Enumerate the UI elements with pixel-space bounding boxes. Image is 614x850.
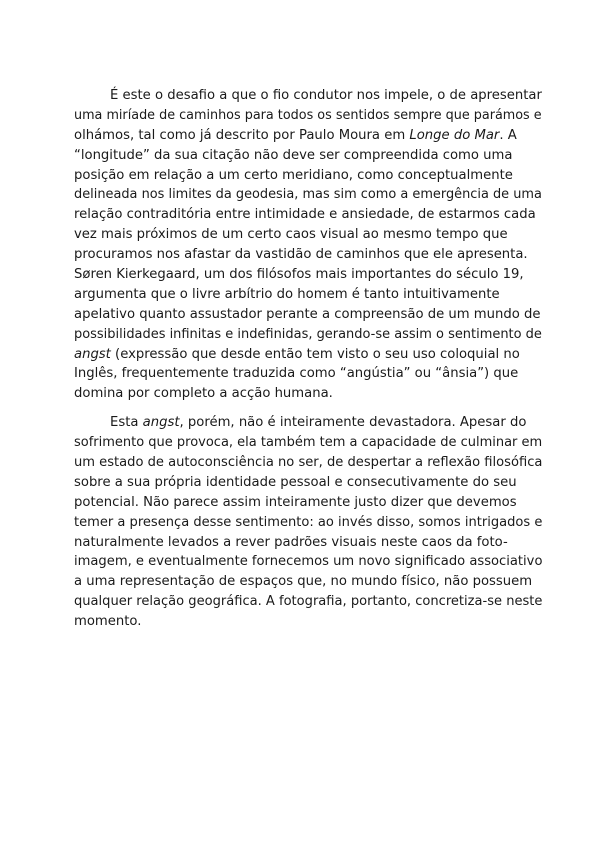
text-line: sobre a sua própria identidade pessoal e consecutivamente do seu <box>74 474 517 490</box>
text-line: Esta angst, porém, não é inteiramente devastadora. Apesar do <box>110 415 527 431</box>
text-line: delineada nos limites da geodesia, mas sim como a emergência de uma <box>74 187 542 203</box>
text-line: possibilidades infinitas e indefinidas, gerando-se assim o sentimento de <box>74 326 542 342</box>
book-title: Longe do Mar <box>409 127 500 143</box>
text-line: vez mais próximos de um certo caos visual ao mesmo tempo que <box>74 227 508 243</box>
paragraph-spacer <box>74 404 542 413</box>
body-text <box>74 86 542 632</box>
text-line: relação contraditória entre intimidade e ansiedade, de estarmos cada <box>74 207 536 223</box>
text-line: argumenta que o livre arbítrio do homem é tanto intuitivamente <box>74 286 500 302</box>
text-line: angst (expressão que desde então tem visto o seu uso coloquial no <box>74 346 520 362</box>
text-line: potencial. Não parece assim inteiramente justo dizer que devemos <box>74 494 517 510</box>
paragraph-1 <box>74 86 542 404</box>
italic-term: angst <box>142 415 180 431</box>
italic-term: angst <box>74 346 111 362</box>
text-line: “longitude” da sua citação não deve ser compreendida como uma <box>74 147 513 163</box>
text-line: naturalmente levados a rever padrões visuais neste caos da foto- <box>74 534 508 550</box>
text-line: procuramos nos afastar da vastidão de caminhos que ele apresenta. <box>74 247 528 263</box>
text-line: imagem, e eventualmente fornecemos um novo significado associativo <box>74 554 543 570</box>
text-line: Inglês, frequentemente traduzida como “angústia” ou “ânsia”) que <box>74 366 519 382</box>
text-line: temer a presença desse sentimento: ao invés disso, somos intrigados e <box>74 514 543 530</box>
text-line: Søren Kierkegaard, um dos filósofos mais importantes do século 19, <box>74 267 524 283</box>
paragraph-2 <box>74 413 542 632</box>
text-line: a uma representação de espaços que, no mundo físico, não possuem <box>74 574 533 590</box>
text-line: apelativo quanto assustador perante a compreensão de um mundo de <box>74 306 541 322</box>
text-line: posição em relação a um certo meridiano, como conceptualmente <box>74 167 513 183</box>
text-line: um estado de autoconsciência no ser, de despertar a reflexão filosófica <box>74 455 543 471</box>
text-line: sofrimento que provoca, ela também tem a capacidade de culminar em <box>74 435 543 451</box>
text-line: É este o desafio a que o fio condutor nos impele, o de apresentar <box>110 88 542 103</box>
text-line: momento. <box>74 614 142 630</box>
text-line: uma miríade de caminhos para todos os sentidos sempre que parámos e <box>74 107 542 123</box>
text-line: domina por completo a acção humana. <box>74 386 333 402</box>
text-line: olhámos, tal como já descrito por Paulo Moura em Longe do Mar. A <box>74 127 517 143</box>
text-line: qualquer relação geográfica. A fotografia, portanto, concretiza-se neste <box>74 594 543 610</box>
